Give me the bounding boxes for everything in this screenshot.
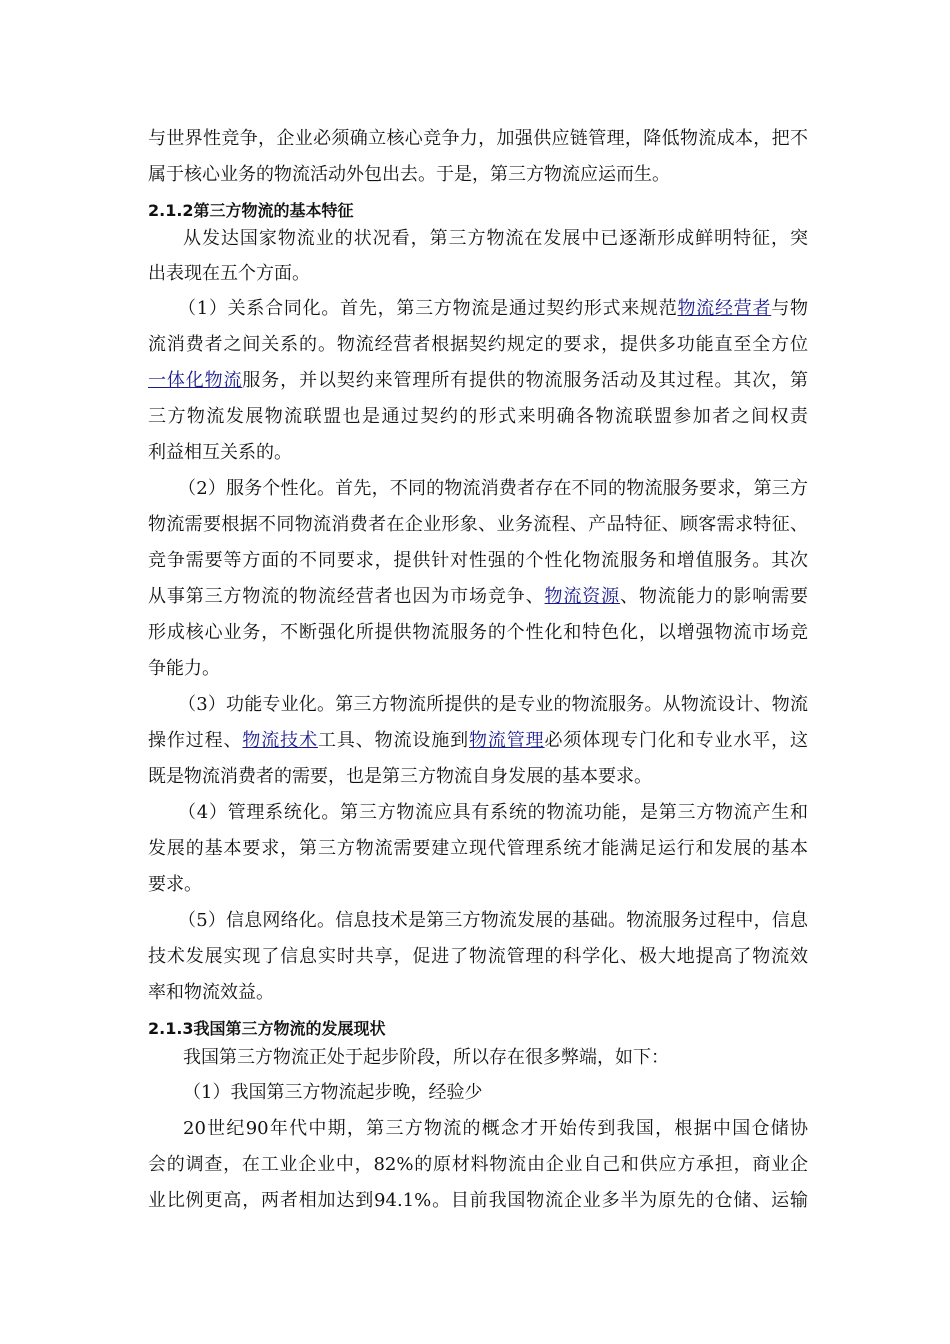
section-heading-2-1-2: 2.1.2第三方物流的基本特征	[148, 201, 354, 220]
paragraph-line: 属于核心业务的物流活动外包出去。于是，第三方物流应运而生。	[148, 164, 670, 185]
paragraph-line: 争能力。	[148, 658, 220, 679]
paragraph-line: 流消费者之间关系的。物流经营者根据契约规定的要求，提供多功能直至全方位	[148, 334, 808, 355]
paragraph-line: 从事第三方物流的物流经营者也因为市场竞争、物流资源、物流能力的影响需要	[148, 586, 808, 607]
link-logistics-operator[interactable]: 物流经营者	[677, 298, 772, 319]
paragraph-line: （2）服务个性化。首先，不同的物流消费者存在不同的物流服务要求，第三方	[178, 478, 808, 499]
paragraph-line: 一体化物流服务，并以契约来管理所有提供的物流服务活动及其过程。其次，第	[148, 370, 808, 391]
subheading-line: （1）我国第三方物流起步晚，经验少	[183, 1082, 483, 1103]
paragraph-line: （5）信息网络化。信息技术是第三方物流发展的基础。物流服务过程中，信息	[178, 910, 808, 931]
paragraph-line: 三方物流发展物流联盟也是通过契约的形式来明确各物流联盟参加者之间权责	[148, 406, 808, 427]
link-logistics-management[interactable]: 物流管理	[469, 730, 545, 751]
link-logistics-technology[interactable]: 物流技术	[242, 730, 318, 751]
paragraph-line: 我国第三方物流正处于起步阶段，所以存在很多弊端，如下：	[183, 1047, 669, 1068]
section-heading-2-1-3: 2.1.3我国第三方物流的发展现状	[148, 1019, 386, 1038]
paragraph-line: 20世纪90年代中期，第三方物流的概念才开始传到我国，根据中国仓储协	[183, 1118, 808, 1139]
paragraph-line: 要求。	[148, 874, 202, 895]
paragraph-line: 操作过程、物流技术工具、物流设施到物流管理必须体现专门化和专业水平，这	[148, 730, 808, 751]
paragraph-line: 既是物流消费者的需要，也是第三方物流自身发展的基本要求。	[148, 766, 652, 787]
paragraph-line: （3）功能专业化。第三方物流所提供的是专业的物流服务。从物流设计、物流	[178, 694, 808, 715]
paragraph-line: 与世界性竞争，企业必须确立核心竞争力，加强供应链管理，降低物流成本，把不	[148, 128, 808, 149]
paragraph-line: 业比例更高，两者相加达到94.1%。目前我国物流企业多半为原先的仓储、运输	[148, 1190, 808, 1211]
paragraph-line: 竞争需要等方面的不同要求，提供针对性强的个性化物流服务和增值服务。其次	[148, 550, 808, 571]
paragraph-line: 物流需要根据不同物流消费者在企业形象、业务流程、产品特征、顾客需求特征、	[148, 514, 808, 535]
paragraph-line: （4）管理系统化。第三方物流应具有系统的物流功能，是第三方物流产生和	[178, 802, 808, 823]
paragraph-line: 技术发展实现了信息实时共享，促进了物流管理的科学化、极大地提高了物流效	[148, 946, 808, 967]
paragraph-line: 利益相互关系的。	[148, 442, 292, 463]
paragraph-line: 形成核心业务，不断强化所提供物流服务的个性化和特色化，以增强物流市场竞	[148, 622, 808, 643]
paragraph-line: （1）关系合同化。首先，第三方物流是通过契约形式来规范物流经营者与物	[178, 298, 808, 319]
paragraph-line: 出表现在五个方面。	[148, 263, 310, 284]
link-integrated-logistics[interactable]: 一体化物流	[148, 370, 243, 391]
link-logistics-resources[interactable]: 物流资源	[544, 586, 621, 607]
paragraph-line: 会的调查，在工业企业中，82%的原材料物流由企业自己和供应方承担，商业企	[148, 1154, 808, 1175]
paragraph-line: 从发达国家物流业的状况看，第三方物流在发展中已逐渐形成鲜明特征，突	[183, 228, 808, 249]
paragraph-line: 发展的基本要求，第三方物流需要建立现代管理系统才能满足运行和发展的基本	[148, 838, 808, 859]
paragraph-line: 率和物流效益。	[148, 982, 274, 1003]
